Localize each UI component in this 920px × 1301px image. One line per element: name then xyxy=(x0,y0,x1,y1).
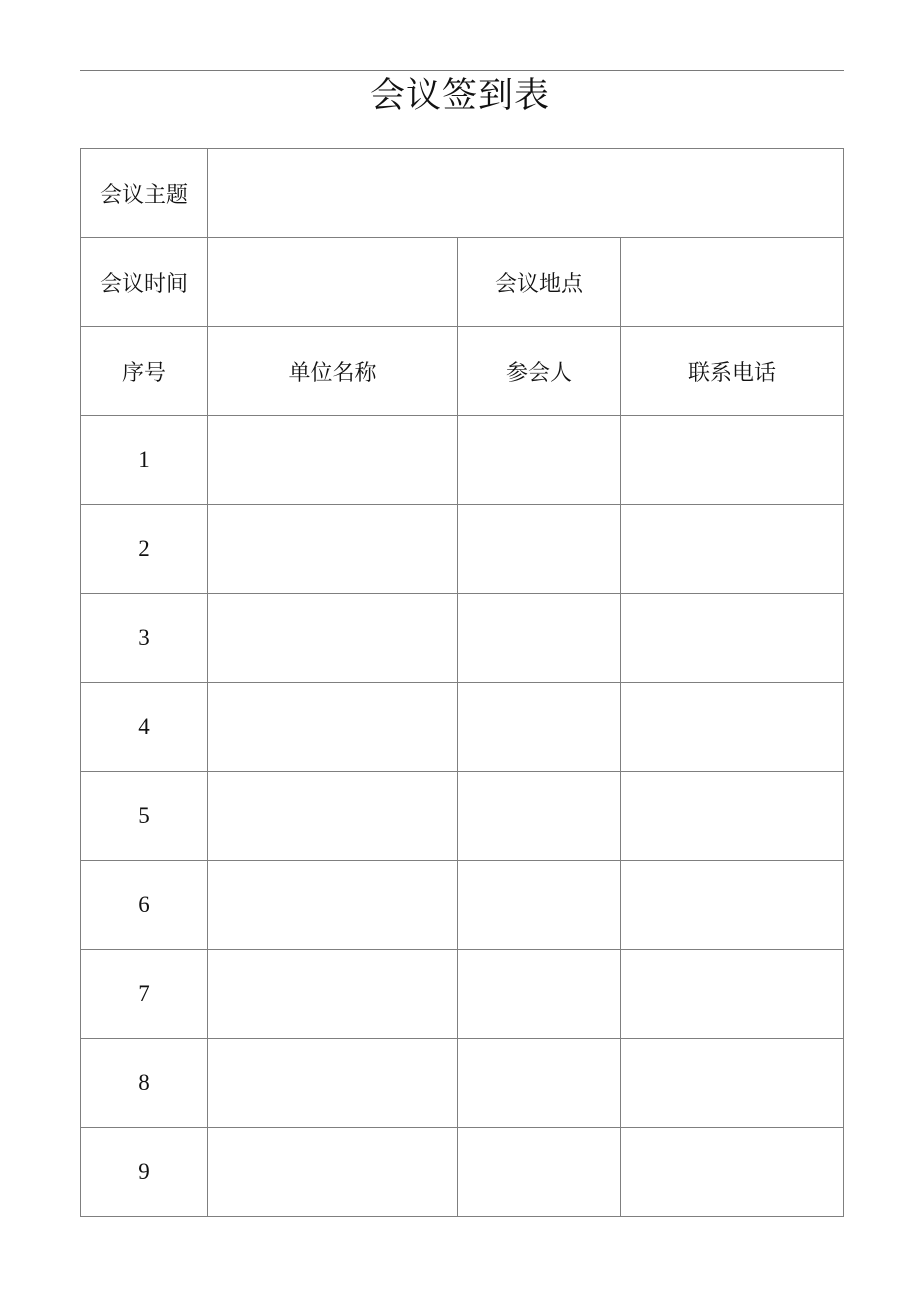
meeting-time-location-row xyxy=(81,238,844,327)
attendee-cell[interactable] xyxy=(458,950,621,1039)
attendee-cell[interactable] xyxy=(458,594,621,683)
table-row xyxy=(81,1128,844,1217)
phone-cell[interactable] xyxy=(621,1039,844,1128)
attendee-cell[interactable] xyxy=(458,1128,621,1217)
unit-name-cell[interactable] xyxy=(208,1128,458,1217)
header-attendee: 参会人 xyxy=(458,327,621,416)
phone-cell[interactable] xyxy=(621,594,844,683)
unit-name-cell[interactable] xyxy=(208,594,458,683)
header-serial-number: 序号 xyxy=(81,327,208,416)
phone-cell[interactable] xyxy=(621,950,844,1039)
meeting-time-field[interactable] xyxy=(208,238,458,327)
table-row xyxy=(81,950,844,1039)
meeting-topic-label: 会议主题 xyxy=(81,149,208,238)
attendee-cell[interactable] xyxy=(458,683,621,772)
meeting-topic-row xyxy=(81,149,844,238)
phone-cell[interactable] xyxy=(621,416,844,505)
unit-name-cell[interactable] xyxy=(208,950,458,1039)
serial-number-cell: 8 xyxy=(81,1039,208,1128)
attendee-cell[interactable] xyxy=(458,1039,621,1128)
phone-cell[interactable] xyxy=(621,772,844,861)
table-row xyxy=(81,772,844,861)
phone-cell[interactable] xyxy=(621,505,844,594)
serial-number-cell: 5 xyxy=(81,772,208,861)
serial-number-cell: 4 xyxy=(81,683,208,772)
attendee-cell[interactable] xyxy=(458,505,621,594)
table-row xyxy=(81,861,844,950)
meeting-location-label: 会议地点 xyxy=(458,238,621,327)
unit-name-cell[interactable] xyxy=(208,1039,458,1128)
meeting-topic-field[interactable] xyxy=(208,149,844,238)
unit-name-cell[interactable] xyxy=(208,416,458,505)
unit-name-cell[interactable] xyxy=(208,683,458,772)
attendee-cell[interactable] xyxy=(458,772,621,861)
serial-number-cell: 9 xyxy=(81,1128,208,1217)
serial-number-cell: 2 xyxy=(81,505,208,594)
column-header-row xyxy=(81,327,844,416)
phone-cell[interactable] xyxy=(621,861,844,950)
table-row xyxy=(81,505,844,594)
serial-number-cell: 6 xyxy=(81,861,208,950)
table-row xyxy=(81,416,844,505)
header-unit-name: 单位名称 xyxy=(208,327,458,416)
unit-name-cell[interactable] xyxy=(208,772,458,861)
serial-number-cell: 1 xyxy=(81,416,208,505)
serial-number-cell: 3 xyxy=(81,594,208,683)
sign-in-table xyxy=(80,148,844,1217)
attendee-cell[interactable] xyxy=(458,416,621,505)
header-rule xyxy=(80,70,844,71)
unit-name-cell[interactable] xyxy=(208,861,458,950)
header-phone: 联系电话 xyxy=(621,327,844,416)
page-title: 会议签到表 xyxy=(369,76,550,116)
table-row xyxy=(81,594,844,683)
phone-cell[interactable] xyxy=(621,1128,844,1217)
phone-cell[interactable] xyxy=(621,683,844,772)
meeting-time-label: 会议时间 xyxy=(81,238,208,327)
meeting-location-field[interactable] xyxy=(621,238,844,327)
unit-name-cell[interactable] xyxy=(208,505,458,594)
serial-number-cell: 7 xyxy=(81,950,208,1039)
attendee-cell[interactable] xyxy=(458,861,621,950)
table-row xyxy=(81,683,844,772)
table-row xyxy=(81,1039,844,1128)
